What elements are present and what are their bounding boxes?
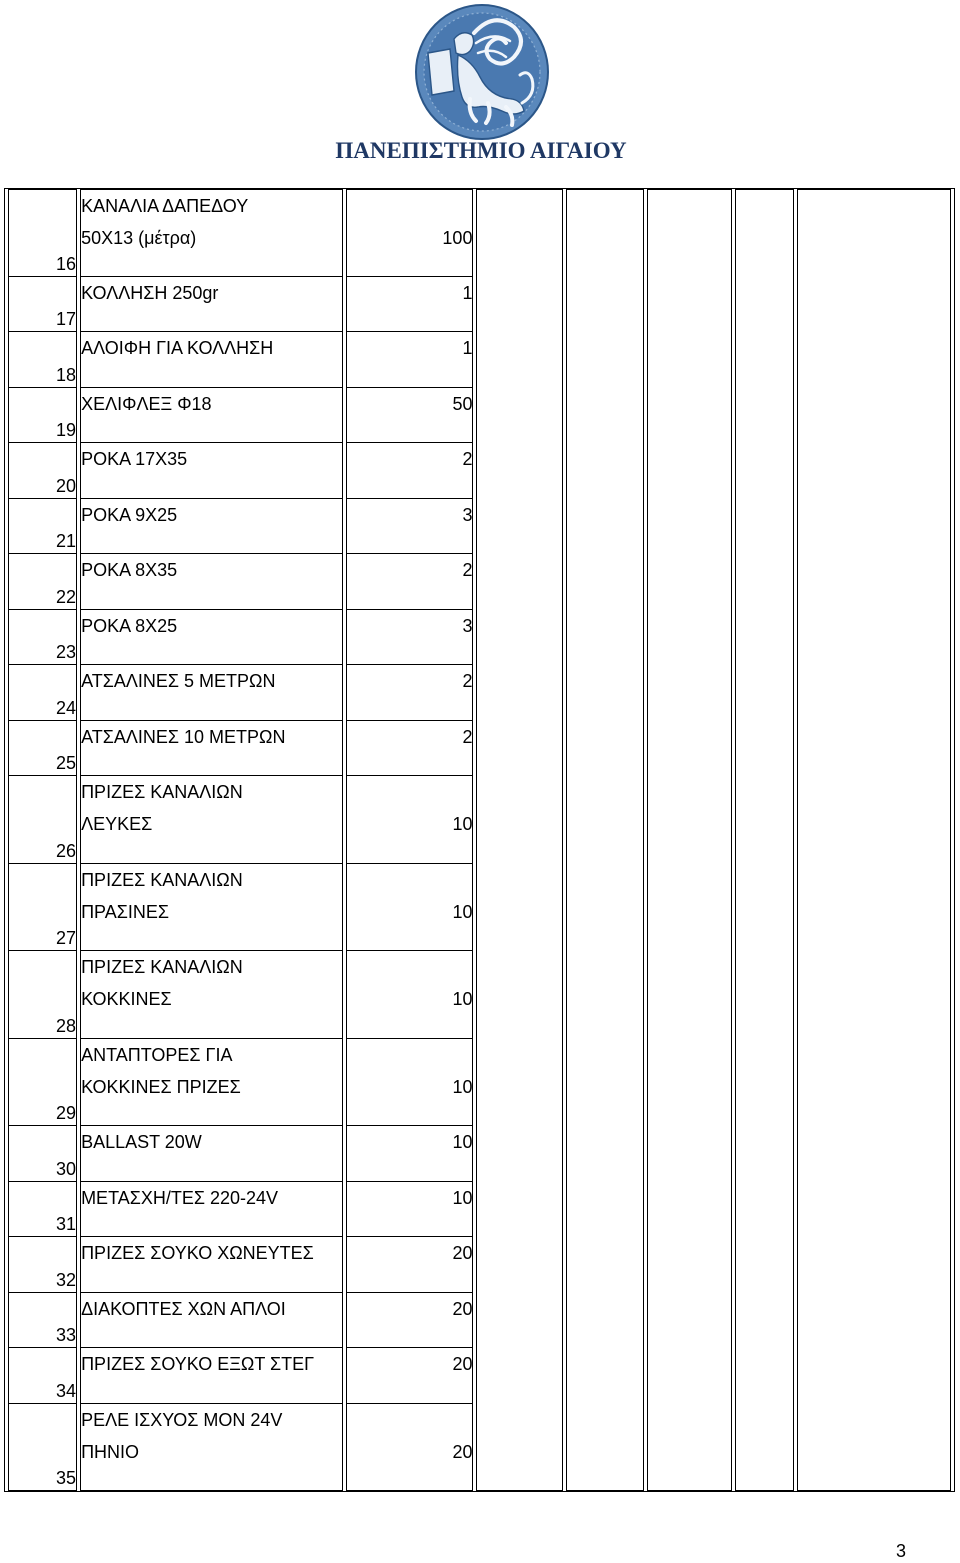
empty-column	[735, 189, 794, 1491]
item-description: BALLAST 20W	[80, 1126, 343, 1182]
item-description: ΑΤΣΑΛΙΝΕΣ 5 ΜΕΤΡΩΝ	[80, 665, 343, 721]
item-description: ΡΟΚΑ 8Χ25	[80, 610, 343, 666]
item-description: ΧΕΛΙΦΛΕΞ Φ18	[80, 388, 343, 444]
item-description: ΑΤΣΑΛΙΝΕΣ 10 ΜΕΤΡΩΝ	[80, 721, 343, 777]
item-number: 26	[8, 776, 77, 864]
item-number: 27	[8, 864, 77, 952]
item-quantity: 10	[346, 951, 473, 1039]
item-quantity: 10	[346, 776, 473, 864]
item-description: ΑΛΟΙΦΗ ΓΙΑ ΚΟΛΛΗΣΗ	[80, 332, 343, 388]
item-quantity: 10	[346, 1039, 473, 1127]
item-number: 33	[8, 1293, 77, 1349]
item-description: ΜΕΤΑΣΧΗ/ΤΕΣ 220-24V	[80, 1182, 343, 1238]
item-quantity: 20	[346, 1293, 473, 1349]
item-description: ΚΟΛΛΗΣΗ 250gr	[80, 277, 343, 333]
item-description: ΚΑΝΑΛΙΑ ΔΑΠΕΔΟΥ 50Χ13 (μέτρα)	[80, 189, 343, 277]
item-number: 20	[8, 443, 77, 499]
items-table	[4, 188, 955, 1492]
item-number: 34	[8, 1348, 77, 1404]
empty-column	[476, 189, 562, 1491]
item-description: ΠΡΙΖΕΣ ΚΑΝΑΛΙΩΝ ΠΡΑΣΙΝΕΣ	[80, 864, 343, 952]
item-quantity: 20	[346, 1348, 473, 1404]
item-number: 24	[8, 665, 77, 721]
empty-column	[647, 189, 732, 1491]
empty-column	[797, 189, 951, 1491]
item-description: ΠΡΙΖΕΣ ΚΑΝΑΛΙΩΝ ΚΟΚΚΙΝΕΣ	[80, 951, 343, 1039]
university-seal-icon	[414, 3, 550, 141]
item-quantity: 2	[346, 554, 473, 610]
item-quantity: 50	[346, 388, 473, 444]
item-description: ΠΡΙΖΕΣ ΚΑΝΑΛΙΩΝ ΛΕΥΚΕΣ	[80, 776, 343, 864]
item-description: ΑΝΤΑΠΤΟΡΕΣ ΓΙΑ ΚΟΚΚΙΝΕΣ ΠΡΙΖΕΣ	[80, 1039, 343, 1127]
page-number: 3	[896, 1541, 907, 1561]
item-number: 22	[8, 554, 77, 610]
item-quantity: 10	[346, 1126, 473, 1182]
item-quantity: 10	[346, 1182, 473, 1238]
item-quantity: 20	[346, 1237, 473, 1293]
table-row	[8, 189, 951, 277]
item-number: 16	[8, 189, 77, 277]
item-number: 30	[8, 1126, 77, 1182]
item-quantity: 1	[346, 277, 473, 333]
item-number: 21	[8, 499, 77, 555]
institution-name: ΠΑΝΕΠΙΣΤΗΜΙΟ ΑΙΓΑΙΟΥ	[335, 138, 627, 163]
item-number: 35	[8, 1404, 77, 1492]
item-number: 28	[8, 951, 77, 1039]
item-quantity: 3	[346, 610, 473, 666]
item-number: 17	[8, 277, 77, 333]
item-description: ΠΡΙΖΕΣ ΣΟΥΚΟ ΕΞΩΤ ΣΤΕΓ	[80, 1348, 343, 1404]
item-description: ΡΟΚΑ 9Χ25	[80, 499, 343, 555]
item-description: ΡΟΚΑ 17Χ35	[80, 443, 343, 499]
item-description: ΡΟΚΑ 8Χ35	[80, 554, 343, 610]
item-number: 25	[8, 721, 77, 777]
item-description: ΔΙΑΚΟΠΤΕΣ ΧΩΝ ΑΠΛΟΙ	[80, 1293, 343, 1349]
item-number: 23	[8, 610, 77, 666]
item-number: 18	[8, 332, 77, 388]
item-quantity: 2	[346, 443, 473, 499]
item-quantity: 10	[346, 864, 473, 952]
item-description: ΠΡΙΖΕΣ ΣΟΥΚΟ ΧΩΝΕΥΤΕΣ	[80, 1237, 343, 1293]
item-quantity: 2	[346, 721, 473, 777]
empty-column	[566, 189, 644, 1491]
item-quantity: 100	[346, 189, 473, 277]
item-number: 19	[8, 388, 77, 444]
item-number: 32	[8, 1237, 77, 1293]
item-number: 29	[8, 1039, 77, 1127]
item-quantity: 2	[346, 665, 473, 721]
item-quantity: 1	[346, 332, 473, 388]
item-number: 31	[8, 1182, 77, 1238]
item-quantity: 3	[346, 499, 473, 555]
item-quantity: 20	[346, 1404, 473, 1492]
item-description: ΡΕΛΕ ΙΣΧΥΟΣ ΜΟΝ 24V ΠΗΝΙΟ	[80, 1404, 343, 1492]
